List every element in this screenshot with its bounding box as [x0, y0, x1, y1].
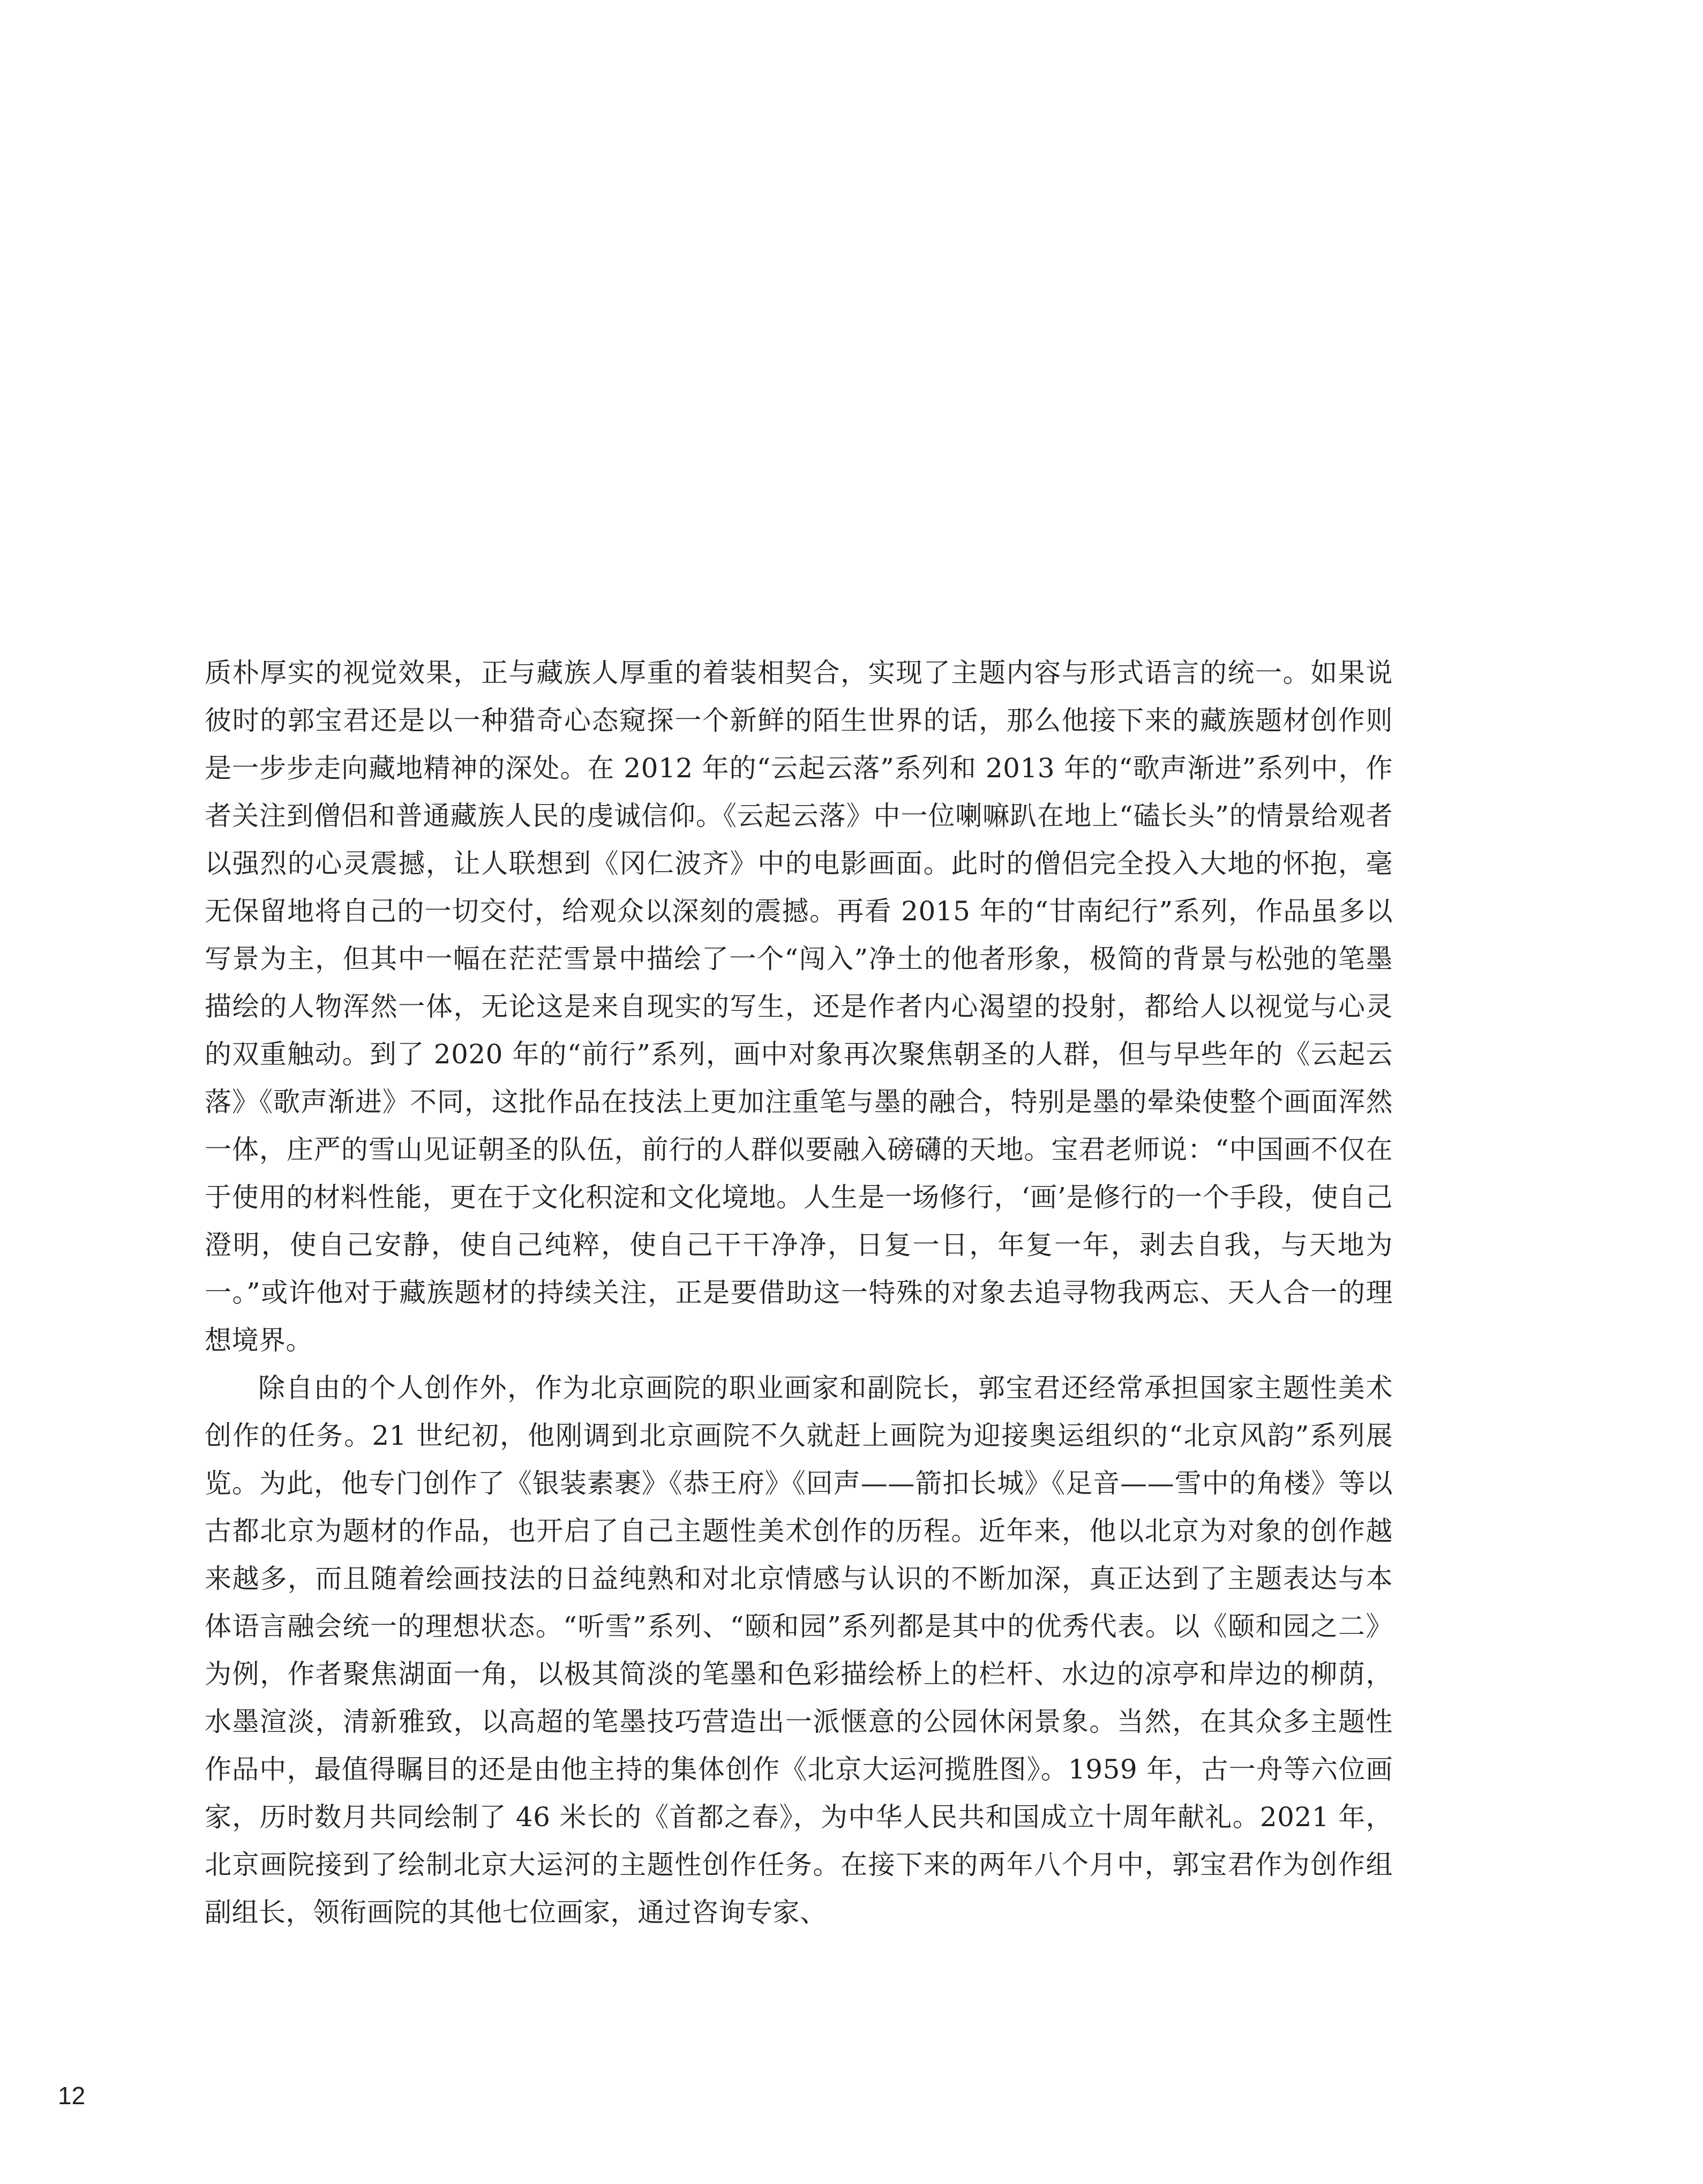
page-number: 12 — [58, 2082, 86, 2110]
body-paragraph-2: 除自由的个人创作外，作为北京画院的职业画家和副院长，郭宝君还经常承担国家主题性美术创作的任务。21 世纪初，他刚调到北京画院不久就赶上画院为迎接奥运组织的“北京风韵”系列展览。为此，他专门创作了《银装素裹》《恭王府》《回声——箭扣长城》《足音——雪中的角楼》等以古都北京为题材的作品，也开启了自己主题性美术创作的历程。近年来，他以北京为对象的创作越来越多，而且随着绘画技法的日益纯熟和对北京情感与认识的不断加深，真正达到了主题表达与本体语言融会统一的理想状态。“听雪”系列、“颐和园”系列都是其中的优秀代表。以《颐和园之二》为例，作者聚焦湖面一角，以极其简淡的笔墨和色彩描绘桥上的栏杆、水边的凉亭和岸边的柳荫，水墨渲淡，清新雅致，以高超的笔墨技巧营造出一派惬意的公园休闲景象。当然，在其众多主题性作品中，最值得瞩目的还是由他主持的集体创作《北京大运河揽胜图》。1959 年，古一舟等六位画家，历时数月共同绘制了 46 米长的《首都之春》，为中华人民共和国成立十周年献礼。2021 年，北京画院接到了绘制北京大运河的主题性创作任务。在接下来的两年八个月中，郭宝君作为创作组副组长，领衔画院的其他七位画家，通过咨询专家、 — [205, 1372, 1393, 1928]
body-paragraph-1: 质朴厚实的视觉效果，正与藏族人厚重的着装相契合，实现了主题内容与形式语言的统一。如果说彼时的郭宝君还是以一种猎奇心态窥探一个新鲜的陌生世界的话，那么他接下来的藏族题材创作则是一步步走向藏地精神的深处。在 2012 年的“云起云落”系列和 2013 年的“歌声渐进”系列中，作者关注到僧侣和普通藏族人民的虔诚信仰。《云起云落》中一位喇嘛趴在地上“磕长头”的情景给观者以强烈的心灵震撼，让人联想到《冈仁波齐》中的电影画面。此时的僧侣完全投入大地的怀抱，毫无保留地将自己的一切交付，给观众以深刻的震撼。再看 2015 年的“甘南纪行”系列，作品虽多以写景为主，但其中一幅在茫茫雪景中描绘了一个“闯入”净土的他者形象，极简的背景与松弛的笔墨描绘的人物浑然一体，无论这是来自现实的写生，还是作者内心渴望的投射，都给人以视觉与心灵的双重触动。到了 2020 年的“前行”系列，画中对象再次聚焦朝圣的人群，但与早些年的《云起云落》《歌声渐进》不同，这批作品在技法上更加注重笔与墨的融合，特别是墨的晕染使整个画面浑然一体，庄严的雪山见证朝圣的队伍，前行的人群似要融入磅礴的天地。宝君老师说：“中国画不仅在于使用的材料性能，更在于文化积淀和文化境地。人生是一场修行，‘画’是修行的一个手段，使自己澄明，使自己安静，使自己纯粹，使自己干干净净，日复一日，年复一年，剥去自我，与天地为一。”或许他对于藏族题材的持续关注，正是要借助这一特殊的对象去追寻物我两忘、天人合一的理想境界。 — [205, 657, 1393, 1356]
article-body — [205, 649, 1393, 1937]
